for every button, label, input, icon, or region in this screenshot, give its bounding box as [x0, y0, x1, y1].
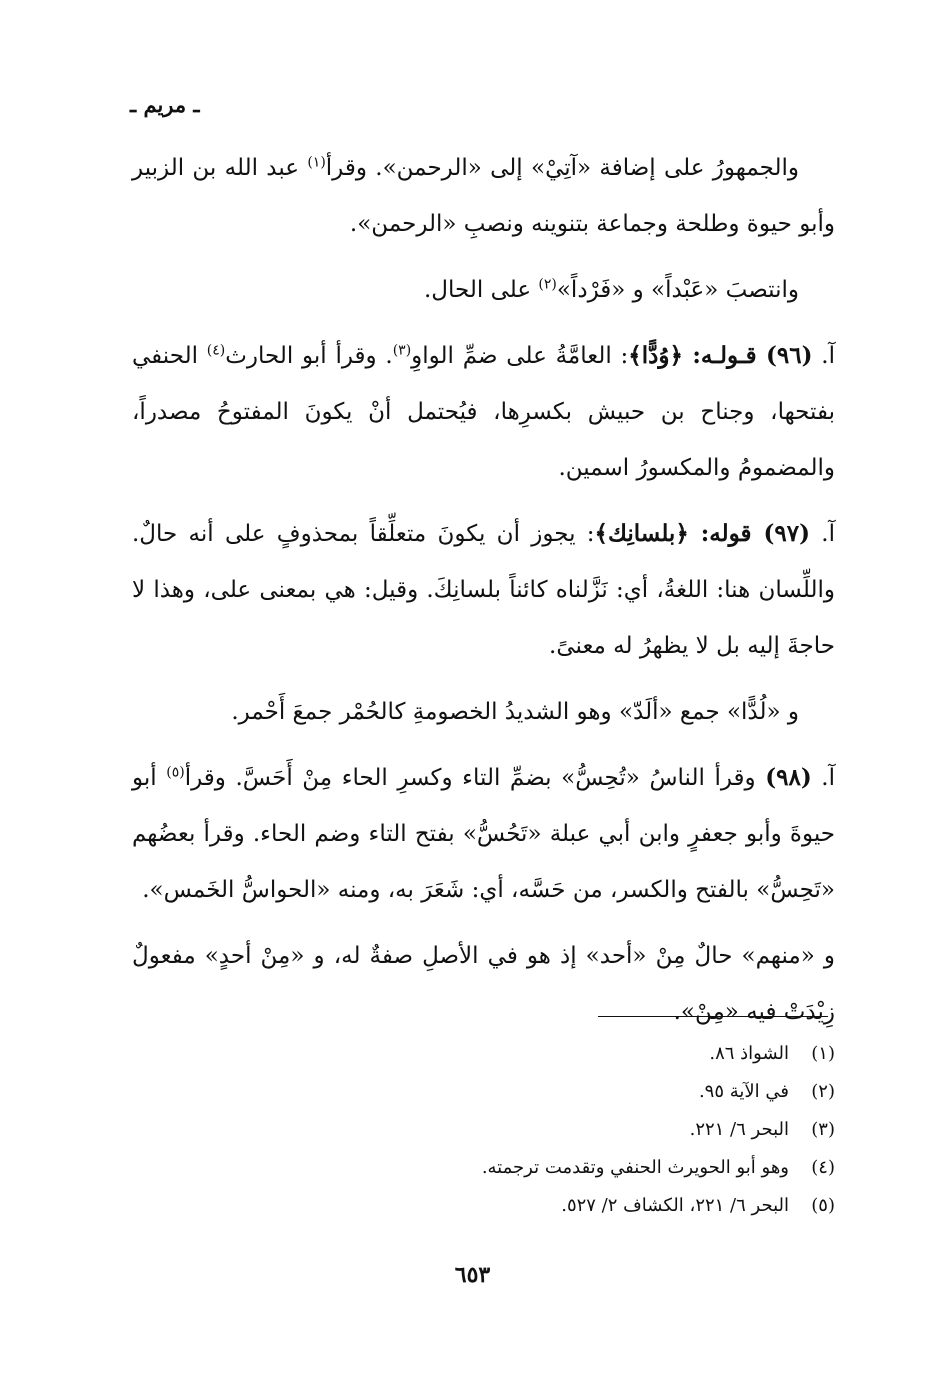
running-header: ـ مريم ـ	[130, 92, 200, 117]
footnote-number: (٢)	[811, 1081, 835, 1102]
verse-heading: (٩٨)	[765, 764, 812, 791]
text-run: أبو حيوةَ وأبو جعفرٍ وابن أبي عبلة «تَحُسُّ» بفتح التاء وضم الحاء. وقرأ بعضُهم «تَحِسُّ» بالفتح والكسر، من حَسَّه، أي: شَعَرَ به، ومنه «الحواسُّ الخَمس».	[132, 765, 835, 903]
footnote-number: (١)	[811, 1043, 835, 1064]
text-run: : العامَّةُ على ضمِّ الواوِ	[411, 343, 629, 369]
text-run: و «منهم» حالٌ مِنْ «أحد» إذ هو في الأصلِ صفةٌ له، و «مِنْ أحدٍ» مفعولٌ زِيْدَتْ فيه «مِنْ».	[132, 943, 835, 1025]
paragraph	[132, 506, 835, 674]
paragraph	[132, 140, 835, 252]
text-run: : يجوز أن يكونَ متعلِّقاً بمحذوفٍ على أنه حالٌ. واللِّسان هنا: اللغةُ، أي: نَزَّلناه كائناً بلسانِكَ. وقيل: هي بمعنى على، وهذا لا حاجةَ إليه بل لا يظهرُ له معنىً.	[132, 521, 835, 659]
footnotes	[300, 1035, 835, 1225]
footnote-number: (٤)	[811, 1157, 835, 1178]
paragraph	[132, 928, 835, 1040]
footnote-ref: (٤)	[206, 342, 226, 359]
verse-heading: (٩٧) قوله: ﴿بلسانِك﴾	[594, 520, 810, 547]
paragraph	[132, 684, 835, 740]
text-run: وانتصبَ «عَبْداً» و «فَرْداً»	[556, 277, 799, 303]
text-run: . وقرأ أبو الحارث	[225, 343, 393, 369]
footnote-ref: (٥)	[166, 764, 185, 781]
footnote	[300, 1149, 835, 1187]
footnote-ref: (١)	[307, 154, 326, 171]
footnote	[300, 1111, 835, 1149]
footnote-text: البحر ٦/ ٢٢١.	[689, 1119, 789, 1140]
footnote-text: وهو أبو الحويرث الحنفي وتقدمت ترجمته.	[481, 1157, 789, 1178]
text-run: على الحال.	[423, 277, 539, 303]
main-text	[132, 140, 835, 1050]
text-run: آ.	[811, 765, 835, 791]
footnote-text: البحر ٦/ ٢٢١، الكشاف ٢/ ٥٢٧.	[561, 1195, 789, 1216]
footnote	[300, 1035, 835, 1073]
page-number: ٦٥٣	[454, 1262, 491, 1288]
footnote-number: (٥)	[811, 1195, 835, 1216]
text-run: وقرأ الناسُ «تُحِسُّ» بضمِّ التاء وكسرِ الحاء مِنْ أَحَسَّ. وقرأ	[184, 765, 766, 791]
text-run: آ.	[809, 521, 835, 547]
footnote-separator	[598, 1016, 828, 1017]
text-run: و «لُدًّا» جمع «ألَدّ» وهو الشديدُ الخصومةِ كالحُمْر جمعَ أَحْمر.	[231, 699, 799, 725]
footnote-ref: (٢)	[538, 276, 557, 293]
footnote	[300, 1073, 835, 1111]
paragraph	[132, 328, 835, 496]
footnote-ref: (٣)	[392, 342, 412, 359]
verse-heading: (٩٦) قـولـه: ﴿وُدًّا﴾	[628, 342, 813, 369]
footnote	[300, 1187, 835, 1225]
text-run: عبد الله بن الزبير وأبو حيوة وطلحة وجماعة بتنوينه ونصبِ «الرحمن».	[132, 155, 835, 237]
footnote-text: في الآية ٩٥.	[698, 1081, 789, 1102]
text-run: والجمهورُ على إضافة «آتِيْ» إلى «الرحمن». وقرأ	[325, 155, 799, 181]
paragraph	[132, 262, 835, 318]
text-run: الحنفي بفتحها، وجناح بن حبيش بكسرِها، فيُحتمل أنْ يكونَ المفتوحُ مصدراً، والمضمومُ والمكسورُ اسمين.	[132, 343, 835, 481]
footnote-number: (٣)	[811, 1119, 835, 1140]
footnote-text: الشواذ ٨٦.	[709, 1043, 789, 1064]
text-run: آ.	[812, 343, 835, 369]
paragraph	[132, 750, 835, 918]
